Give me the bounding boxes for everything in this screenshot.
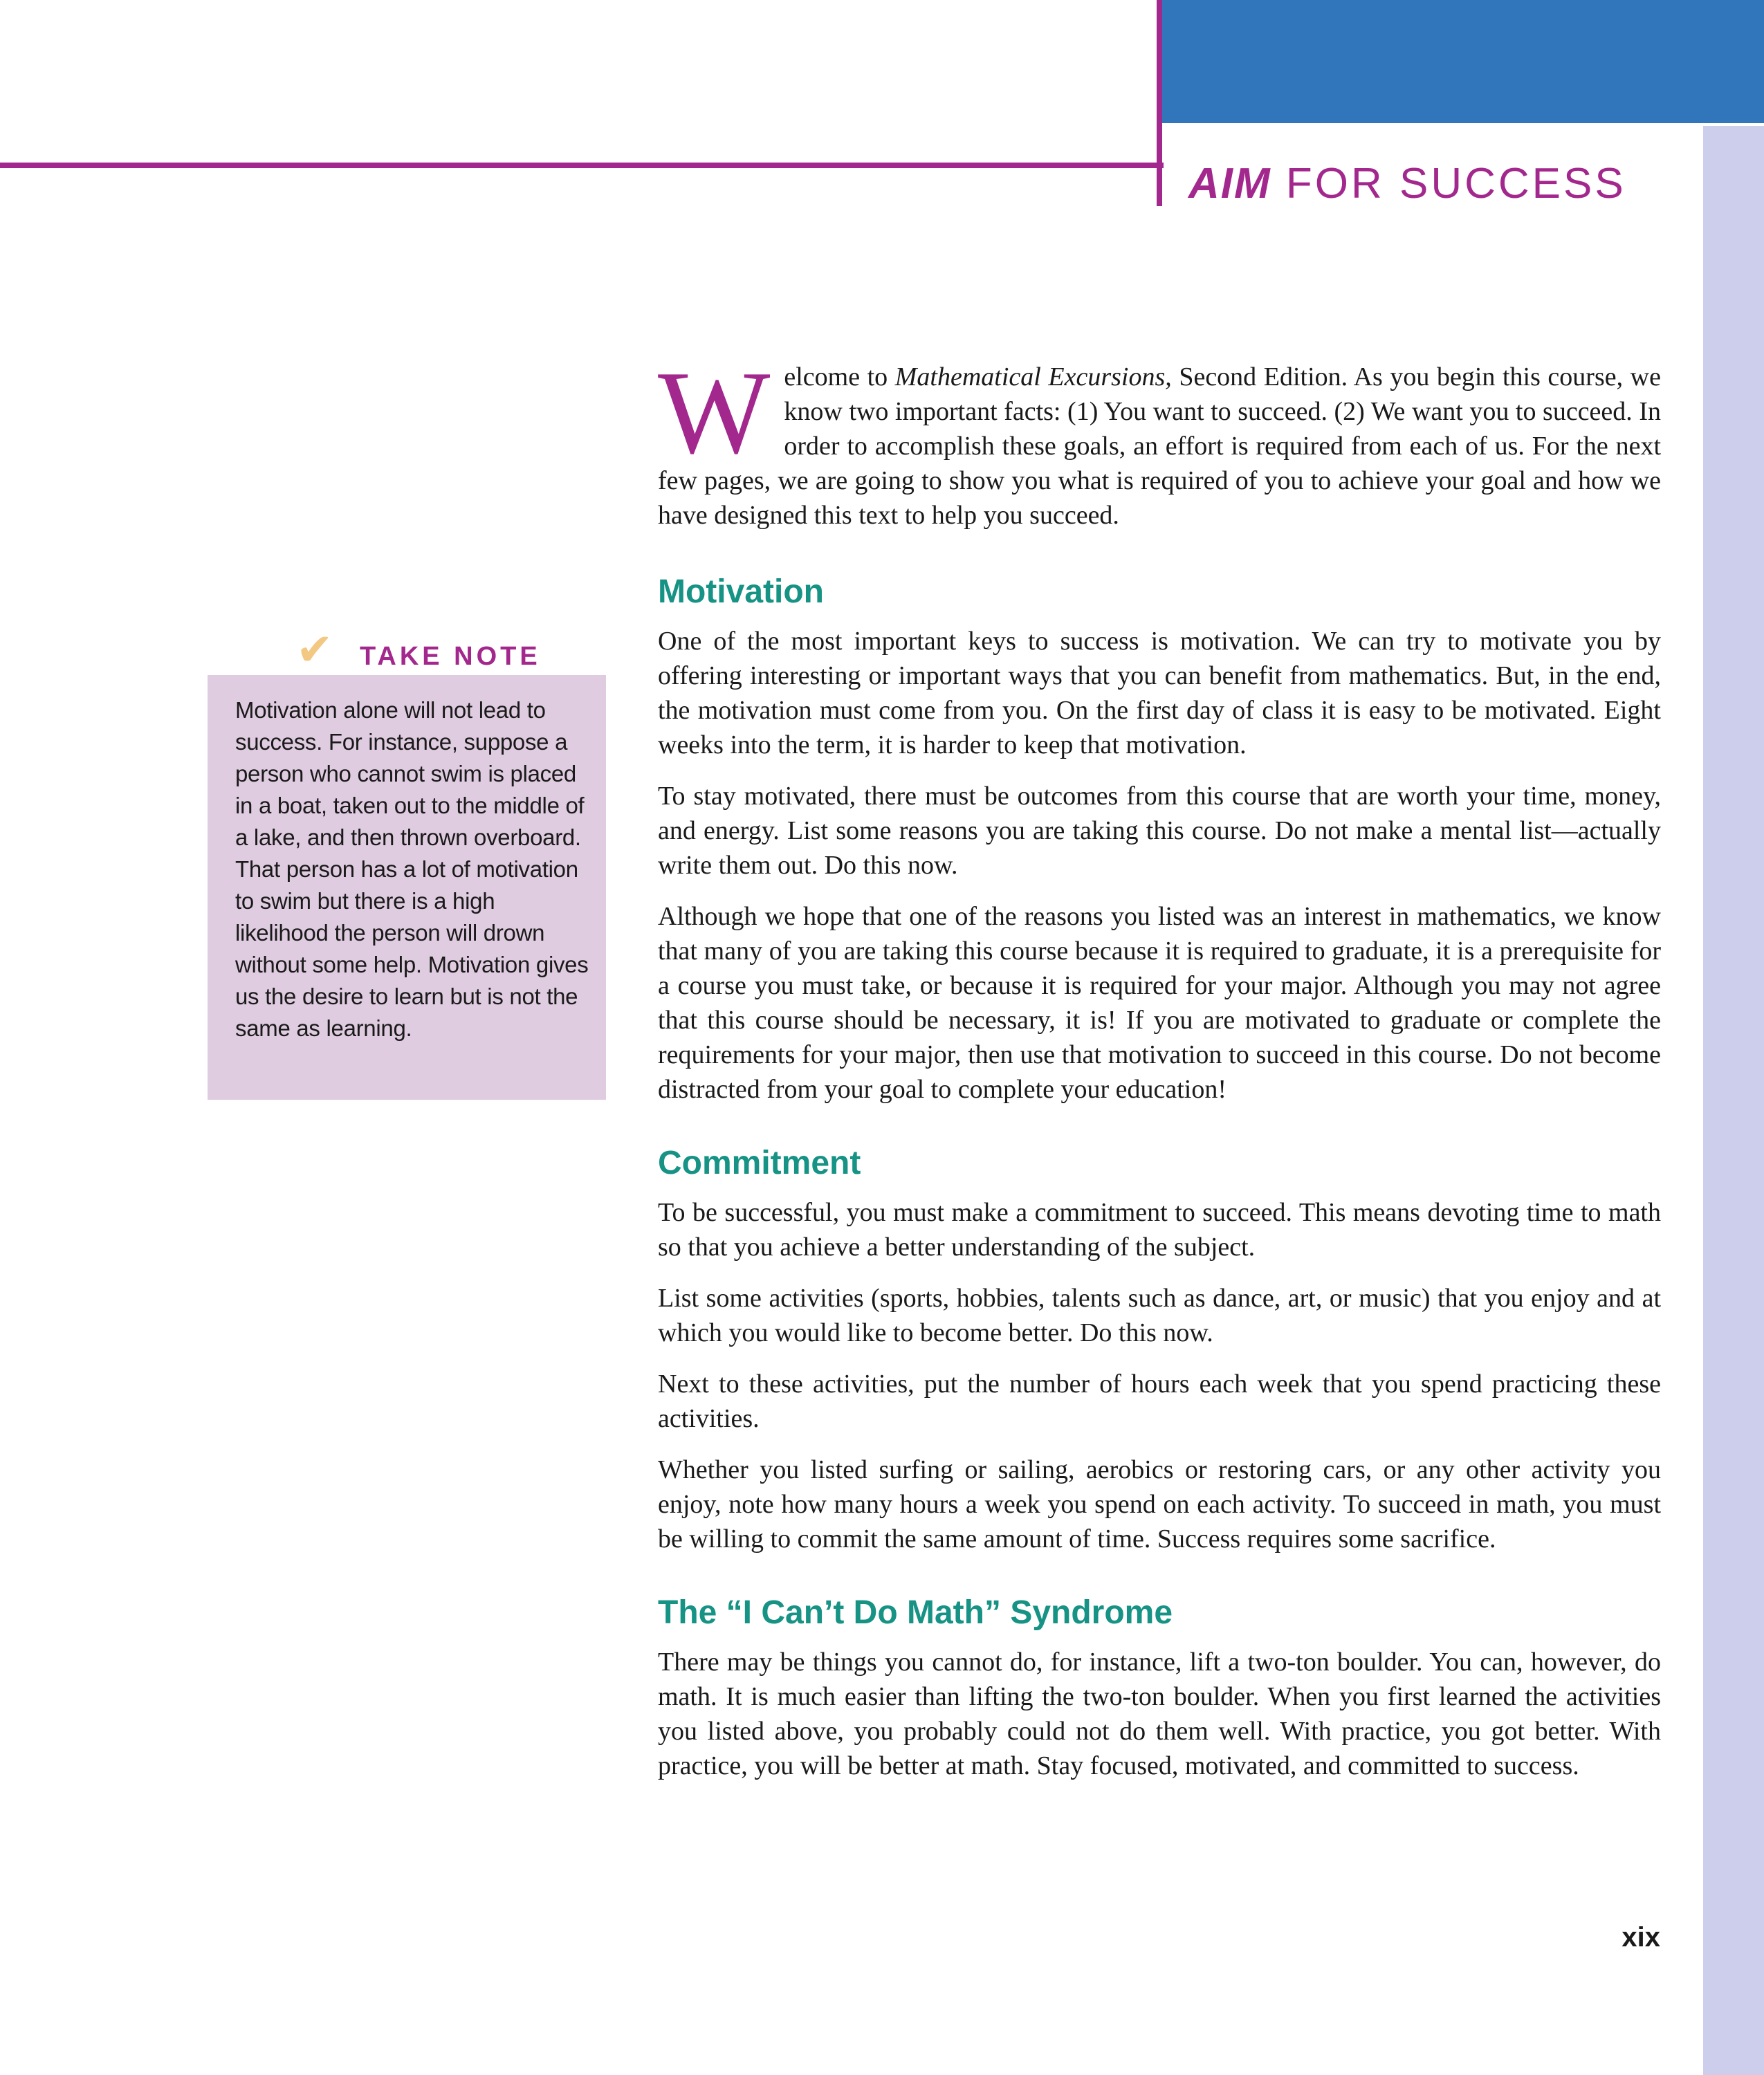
page-title-aim: AIM [1188, 160, 1271, 208]
take-note-box [208, 675, 606, 1100]
checkmark-icon: ✔ [296, 625, 333, 674]
intro-text-start: elcome to [784, 362, 895, 391]
header-horizontal-rule [0, 163, 1164, 168]
section-heading-cant-do-math: The “I Can’t Do Math” Syndrome [658, 1594, 1173, 1631]
section-heading-commitment: Commitment [658, 1145, 861, 1181]
header-blue-block [1161, 0, 1764, 123]
commitment-paragraph-4: Whether you listed surfing or sailing, aerobics or restoring cars, or any other activity you enjoy, note how many hours a week you spend on each activity. To succeed in math, you must be willing to commit the same amount of time. Success requires some sacrifice. [658, 1455, 1661, 1553]
page-number: xix [1621, 1922, 1660, 1953]
cant-do-math-paragraph-1: There may be things you cannot do, for instance, lift a two-ton boulder. You can, however, do math. It is much easier than lifting the two-ton boulder. When you first learned the activities you listed above, you probably could not do them well. With practice, you got better. With practice, you will be better at math. Stay focused, motivated, and committed to success. [658, 1648, 1661, 1780]
header-vertical-rule [1157, 0, 1162, 206]
motivation-paragraph-3: Although we hope that one of the reasons you listed was an interest in mathematics, we know that many of you are taking this course because it is required to graduate, it is a prerequisite for a course you must take, or because it is required for your major. Although you may not agree that this course should be necessary, it is! If you are motivated to graduate or complete the requirements for your major, then use that motivation to succeed in this course. Do not become distracted from your goal to complete your education! [658, 902, 1661, 1104]
book-title: Mathematical Excursions, [894, 362, 1172, 391]
take-note-text: Motivation alone will not lead to success. For instance, suppose a person who cannot swim is placed in a boat, taken out to the middle of a lake, and then thrown overboard. That person has a lot of motivation to swim but there is a high likelihood the person will drown without some help. Motivation gives us the desire to learn but is not the same as learning. [235, 697, 589, 1041]
page-title-rest: FOR SUCCESS [1285, 160, 1626, 208]
drop-cap: W [658, 347, 771, 479]
page-title [1188, 158, 1626, 210]
motivation-paragraph-1: One of the most important keys to success is motivation. We can try to motivate you by offering interesting or important ways that you can benefit from mathematics. But, in the end, the motivation must come from you. On the first day of class it is easy to be motivated. Eight weeks into the term, it is harder to keep that motivation. [658, 627, 1661, 759]
commitment-paragraph-3: Next to these activities, put the number of hours each week that you spend practicing these activities. [658, 1370, 1661, 1433]
commitment-paragraph-1: To be successful, you must make a commitment to succeed. This means devoting time to math so that you achieve a better understanding of the subject. [658, 1198, 1661, 1262]
commitment-paragraph-2: List some activities (sports, hobbies, talents such as dance, art, or music) that you enjoy and at which you would like to become better. Do this now. [658, 1284, 1661, 1347]
section-heading-motivation: Motivation [658, 573, 824, 610]
main-column [658, 347, 1661, 1800]
take-note-title: TAKE NOTE [360, 642, 541, 671]
right-margin-strip [1703, 126, 1764, 2075]
intro-paragraph [658, 347, 1661, 533]
motivation-paragraph-2: To stay motivated, there must be outcomes from this course that are worth your time, money, and energy. List some reasons you are taking this course. Do not make a mental list—actually write them out. Do this now. [658, 782, 1661, 880]
take-note-header [296, 625, 541, 679]
intro-text-rest: Second Edition. As you begin this course, we know two important facts: (1) You want to succeed. (2) We want you to succeed. In order to accomplish these goals, an effort is required from each of us. For the next few pages, we are going to show you what is required of you to achieve your goal and how we have designed this text to help you succeed. [658, 362, 1661, 530]
